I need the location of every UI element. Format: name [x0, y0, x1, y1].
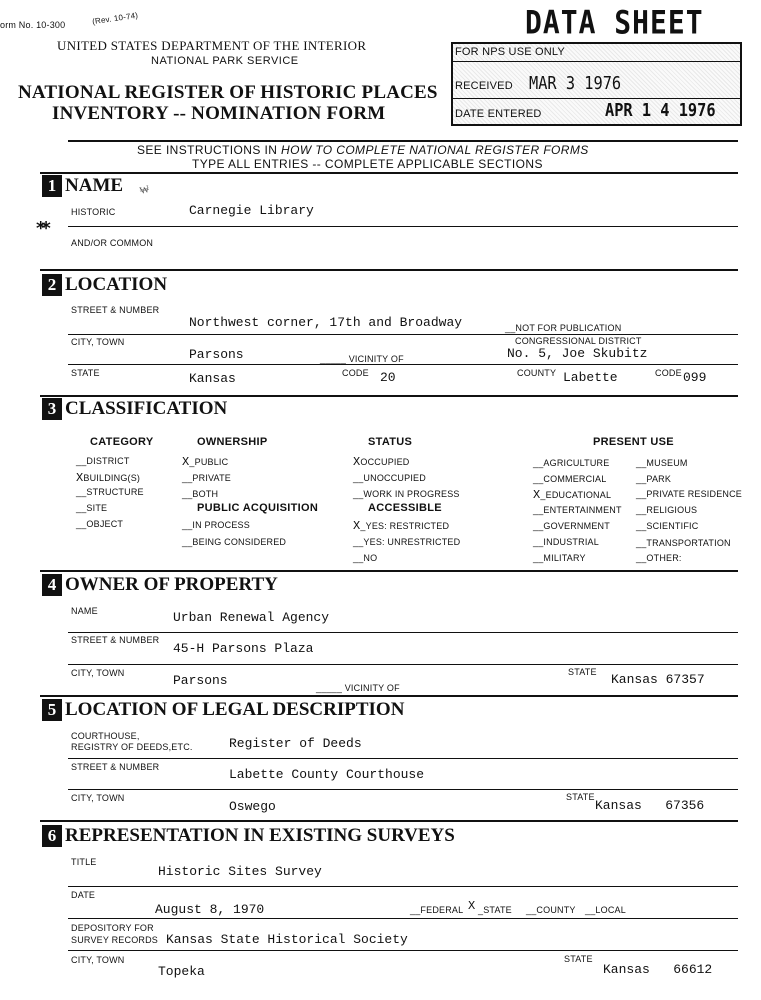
checkbox-commercial: __COMMERCIAL — [533, 474, 607, 484]
checkbox-private-residence: __PRIVATE RESIDENCE — [636, 489, 743, 499]
checkbox-both: __BOTH — [182, 489, 219, 499]
legal-state-zip: Kansas 67356 — [595, 798, 705, 813]
checkbox-yes-restricted: X_YES: RESTRICTED — [353, 519, 450, 533]
registry-label: REGISTRY OF DEEDS,ETC. — [71, 742, 193, 752]
checkbox-museum: __MUSEUM — [636, 458, 688, 468]
checkbox-transportation: __TRANSPORTATION — [636, 538, 731, 548]
instructions-line-1: SEE INSTRUCTIONS IN HOW TO COMPLETE NATIONAL REGISTER FORMS — [137, 143, 589, 157]
courthouse-label: COURTHOUSE, — [71, 731, 140, 741]
section-2-heading: 2 LOCATION — [42, 274, 167, 296]
section-4-heading: 4 OWNER OF PROPERTY — [42, 574, 278, 596]
checkbox-military: __MILITARY — [533, 553, 586, 563]
form-number: orm No. 10-300 — [0, 20, 66, 30]
owner-vicinity-label: _____ VICINITY OF — [316, 683, 400, 693]
date-entered-label: DATE ENTERED — [455, 108, 542, 120]
handwritten-note: ₩ — [138, 183, 151, 198]
courthouse-value: Register of Deeds — [229, 736, 362, 751]
checkbox-educational: X_EDUCATIONAL — [533, 488, 612, 502]
checkbox-government: __GOVERNMENT — [533, 521, 610, 531]
owner-state-zip: Kansas 67357 — [611, 672, 705, 687]
survey-date: August 8, 1970 — [155, 902, 265, 917]
survey-date-label: DATE — [71, 890, 96, 900]
legal-city-label: CITY, TOWN — [71, 793, 125, 803]
checkbox-state-label: _STATE — [478, 905, 512, 915]
checkbox-private: __PRIVATE — [182, 473, 231, 483]
city-town-label: CITY, TOWN — [71, 337, 125, 347]
checkbox-no: __NO — [353, 553, 378, 563]
form-subtitle: INVENTORY -- NOMINATION FORM — [52, 103, 386, 124]
vicinity-label: _____ VICINITY OF — [320, 354, 404, 364]
historic-label: HISTORIC — [71, 207, 116, 217]
owner-city: Parsons — [173, 673, 228, 688]
checkbox-district: __DISTRICT — [76, 456, 130, 466]
checkbox-federal: __FEDERAL — [410, 905, 464, 915]
street-number-label: STREET & NUMBER — [71, 305, 160, 315]
service-name: NATIONAL PARK SERVICE — [151, 55, 299, 67]
survey-state-zip: Kansas 66612 — [603, 962, 713, 977]
checkbox-site: __SITE — [76, 503, 108, 513]
county-code: 099 — [683, 370, 707, 385]
nps-use-label: FOR NPS USE ONLY — [455, 46, 565, 58]
checkbox-agriculture: __AGRICULTURE — [533, 458, 610, 468]
survey-city-label: CITY, TOWN — [71, 955, 125, 965]
section-1-heading: 1 NAME — [42, 175, 123, 197]
county-code-label: CODE — [655, 368, 682, 378]
owner-name-label: NAME — [71, 606, 98, 616]
checkbox-yes-unrestricted: __YES: UNRESTRICTED — [353, 537, 461, 547]
checkbox-religious: __RELIGIOUS — [636, 505, 698, 515]
state-label: STATE — [71, 368, 100, 378]
legal-city: Oswego — [229, 799, 276, 814]
checkbox-buildings: XBUILDING(S) — [76, 471, 141, 485]
checkbox-state: X — [468, 899, 476, 913]
depository-label-1: DEPOSITORY FOR — [71, 923, 154, 933]
congressional-district: No. 5, Joe Skubitz — [507, 346, 648, 361]
legal-street: Labette County Courthouse — [229, 767, 425, 782]
historic-name: Carnegie Library — [189, 203, 314, 218]
survey-state-label: STATE — [564, 954, 593, 964]
survey-title: Historic Sites Survey — [158, 864, 322, 879]
checkbox-object: __OBJECT — [76, 519, 124, 529]
date-entered-stamp: APR 1 4 1976 — [605, 100, 716, 121]
checkbox-unoccupied: __UNOCCUPIED — [353, 473, 426, 483]
survey-title-label: TITLE — [71, 857, 97, 867]
owner-street-label: STREET & NUMBER — [71, 635, 160, 645]
checkbox-in-process: __IN PROCESS — [182, 520, 250, 530]
depository-label-2: SURVEY RECORDS — [71, 935, 158, 945]
checkbox-scientific: __SCIENTIFIC — [636, 521, 699, 531]
checkbox-work-in-progress: __WORK IN PROGRESS — [353, 489, 460, 499]
ownership-heading: OWNERSHIP — [197, 436, 268, 448]
county-name: Labette — [563, 370, 618, 385]
checkbox-industrial: __INDUSTRIAL — [533, 537, 599, 547]
state-name: Kansas — [189, 371, 236, 386]
legal-street-label: STREET & NUMBER — [71, 762, 160, 772]
present-use-heading: PRESENT USE — [593, 436, 674, 448]
owner-city-label: CITY, TOWN — [71, 668, 125, 678]
owner-state-label: STATE — [568, 667, 597, 677]
form-revision: (Rev. 10-74) — [91, 10, 139, 27]
checkbox-structure: __STRUCTURE — [76, 487, 144, 497]
checkbox-park: __PARK — [636, 474, 672, 484]
common-name-label: AND/OR COMMON — [71, 238, 154, 248]
department-name: UNITED STATES DEPARTMENT OF THE INTERIOR — [57, 38, 367, 53]
depository-name: Kansas State Historical Society — [166, 932, 408, 947]
owner-street: 45-H Parsons Plaza — [173, 641, 314, 656]
asterisk-mark: ** — [36, 218, 47, 239]
owner-name: Urban Renewal Agency — [173, 610, 330, 625]
form-title: NATIONAL REGISTER OF HISTORIC PLACES — [18, 82, 438, 103]
section-3-heading: 3 CLASSIFICATION — [42, 398, 227, 420]
state-code-label: CODE — [342, 368, 369, 378]
checkbox-entertainment: __ENTERTAINMENT — [533, 505, 622, 515]
congressional-district-label: CONGRESSIONAL DISTRICT — [515, 336, 642, 346]
section-6-heading: 6 REPRESENTATION IN EXISTING SURVEYS — [42, 825, 455, 847]
checkbox-public: X_PUBLIC — [182, 455, 229, 469]
street-address: Northwest corner, 17th and Broadway — [189, 315, 463, 330]
survey-city: Topeka — [158, 964, 205, 979]
received-stamp: MAR 3 1976 — [529, 73, 622, 94]
state-code: 20 — [380, 370, 396, 385]
city-name: Parsons — [189, 347, 244, 362]
checkbox-other: __OTHER: — [636, 553, 682, 563]
legal-state-label: STATE — [566, 792, 595, 802]
instructions-line-2: TYPE ALL ENTRIES -- COMPLETE APPLICABLE SECTIONS — [192, 157, 543, 171]
checkbox-occupied: XOCCUPIED — [353, 455, 410, 469]
data-sheet-stamp: DATA SHEET — [525, 3, 704, 42]
status-heading: STATUS — [368, 436, 413, 448]
public-acquisition-heading: PUBLIC ACQUISITION — [197, 502, 319, 514]
not-for-publication-label: __NOT FOR PUBLICATION — [505, 323, 622, 333]
checkbox-county: __COUNTY — [526, 905, 576, 915]
category-heading: CATEGORY — [90, 436, 154, 448]
section-5-heading: 5 LOCATION OF LEGAL DESCRIPTION — [42, 699, 404, 721]
checkbox-local: __LOCAL — [585, 905, 626, 915]
checkbox-being-considered: __BEING CONSIDERED — [182, 537, 287, 547]
accessible-heading: ACCESSIBLE — [368, 502, 442, 514]
received-label: RECEIVED — [455, 80, 513, 92]
county-label: COUNTY — [517, 368, 557, 378]
